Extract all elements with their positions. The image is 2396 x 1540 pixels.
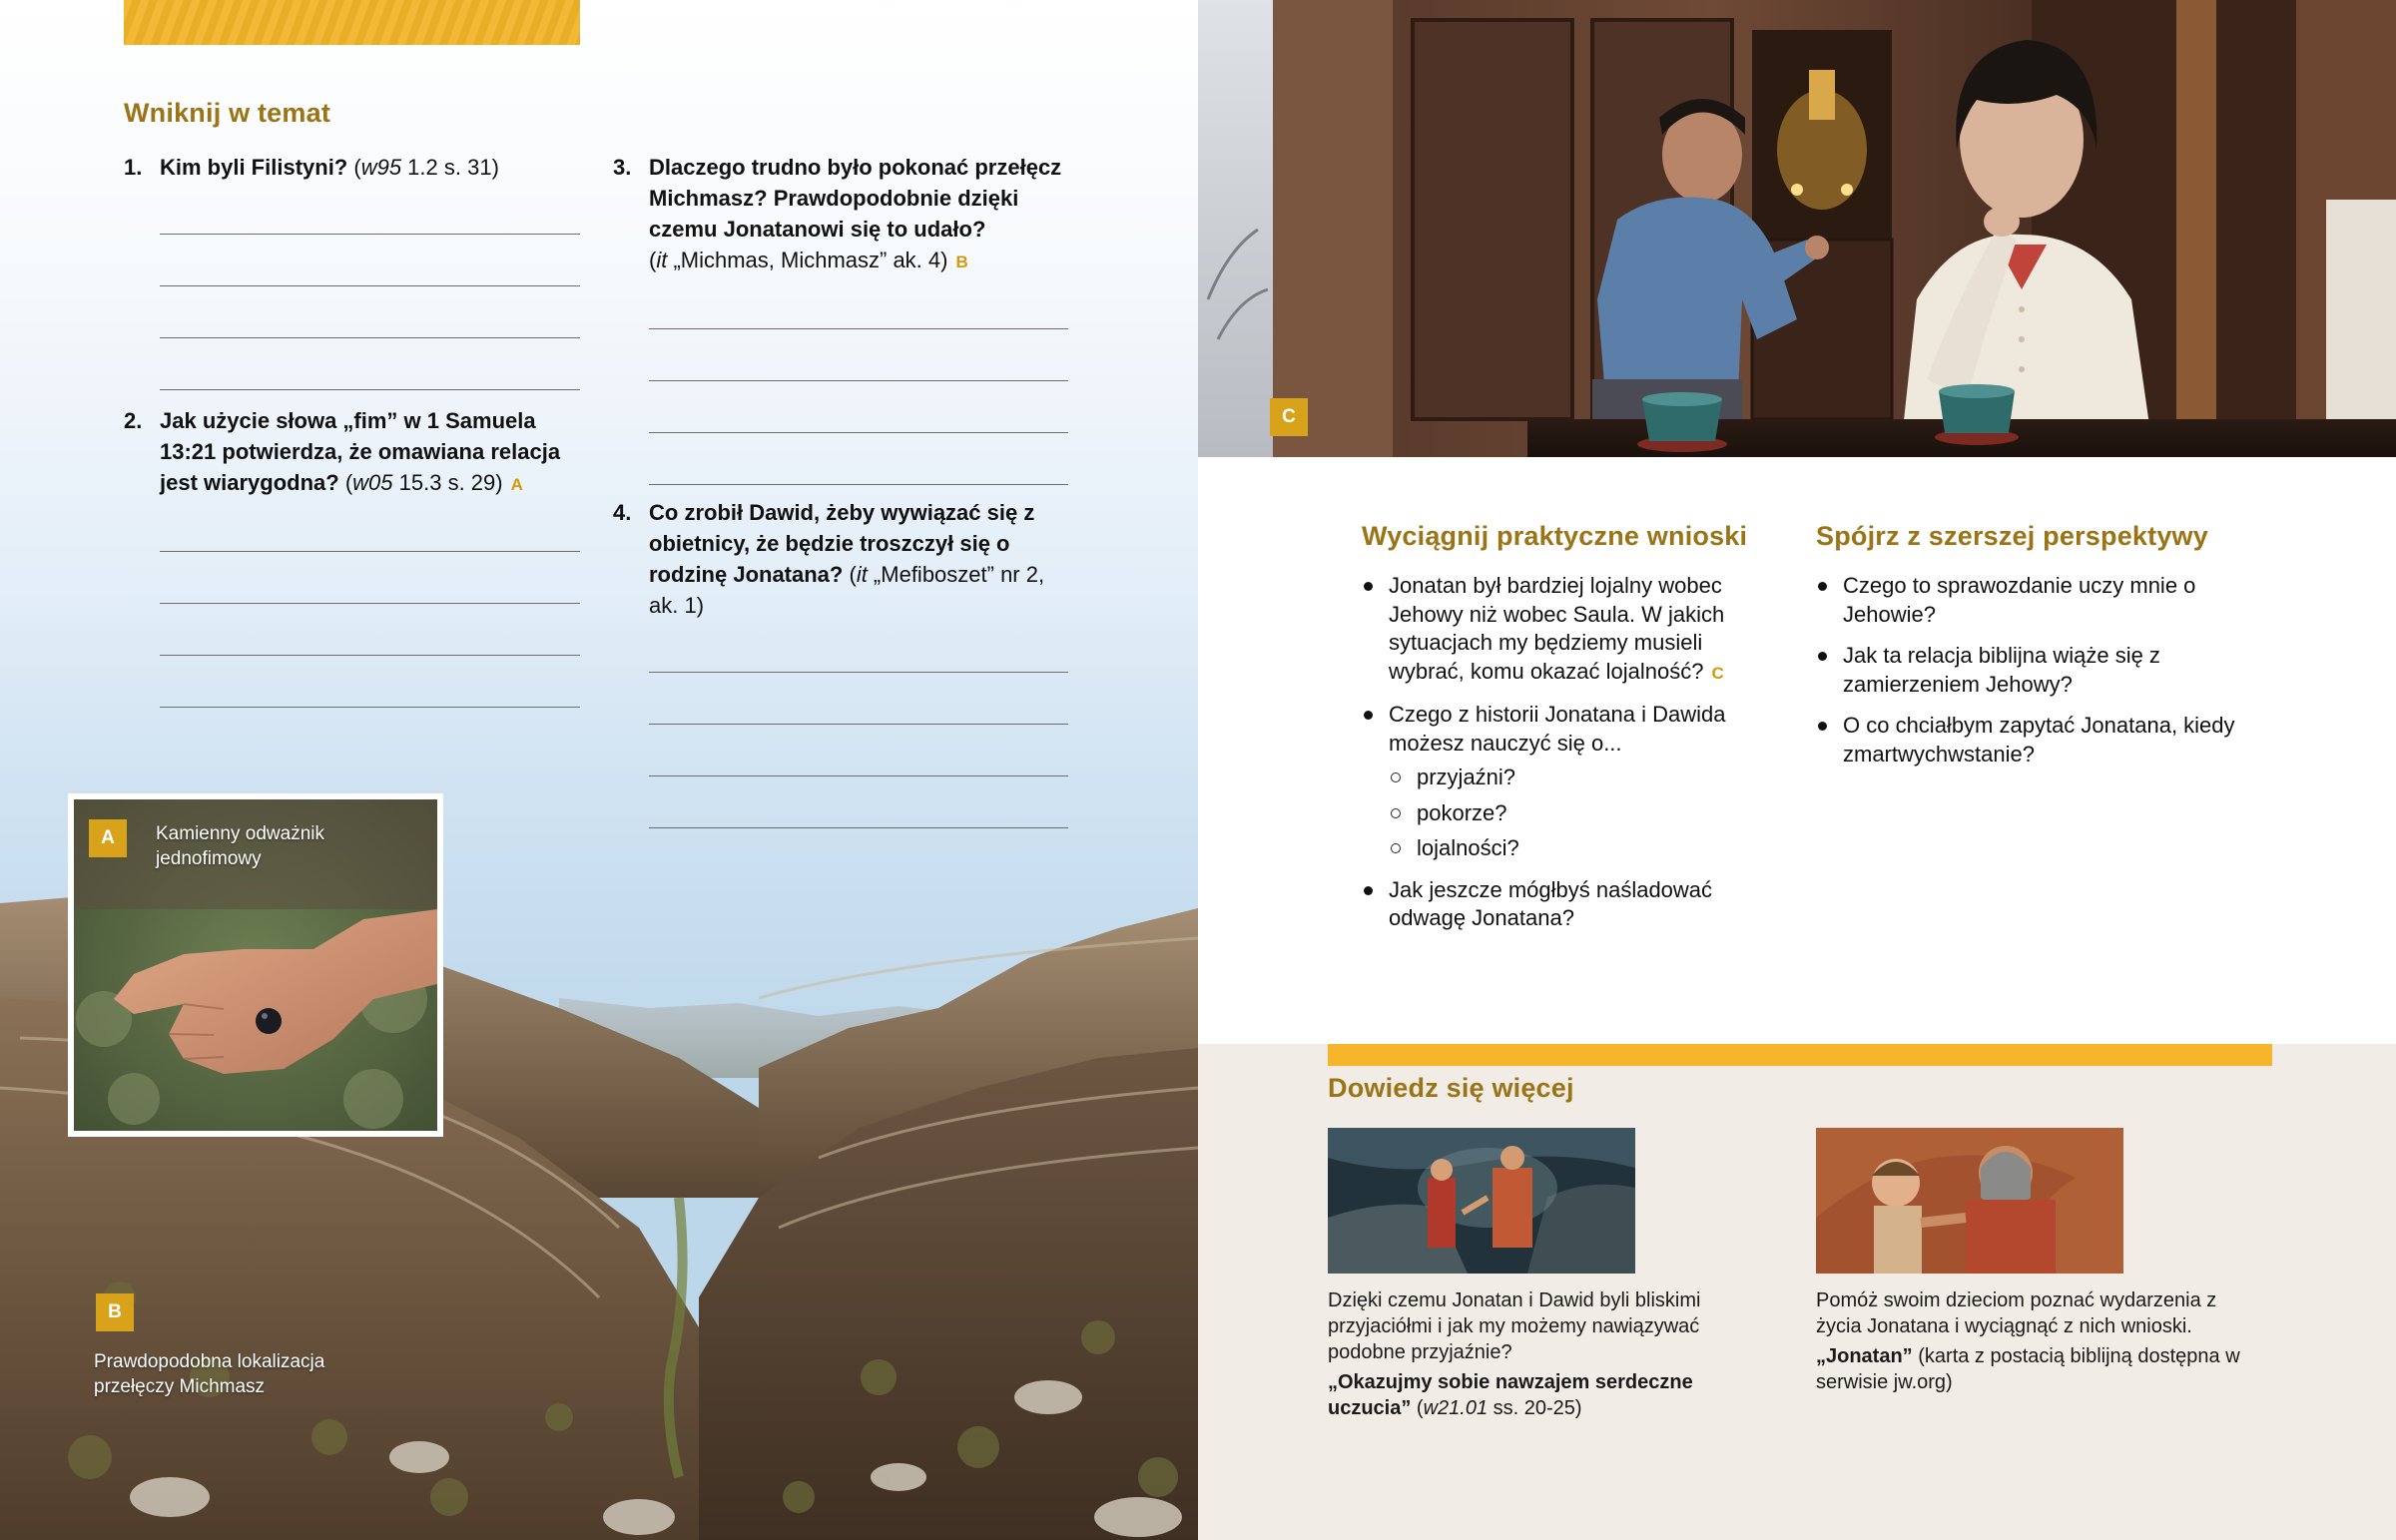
sub-list-item: przyjaźni? [1389, 764, 1771, 792]
answer-line[interactable] [649, 621, 1068, 673]
answer-line[interactable] [160, 286, 580, 338]
question-4: 4. Co zrobił Dawid, żeby wywiązać się z obietnicy, że będzie troszczył się o rodzinę Jonatana? (it „Mefiboszet” nr 2, ak. 1) [613, 497, 1068, 828]
character-card-link[interactable]: „Jonatan” [1816, 1345, 1913, 1367]
answer-line[interactable] [649, 673, 1068, 725]
answer-line[interactable] [160, 235, 580, 286]
section-title-perspective: Spójrz z szerszej perspektywy [1816, 521, 2208, 551]
sub-list-item: lojalności? [1389, 834, 1771, 863]
question-text: Kim byli Filistyni? [160, 155, 348, 180]
question-number: 3. [613, 155, 632, 180]
question-number: 2. [124, 408, 143, 433]
article-link[interactable]: „Okazujmy sobie nawzajem serdeczne uczucia” [1328, 1371, 1693, 1419]
caption-badge-b: B [96, 1293, 134, 1331]
reference-code[interactable]: w05 [352, 470, 393, 495]
top-accent-bar [124, 0, 580, 45]
learn-more-card-1: Dzięki czemu Jonatan i Dawid byli bliskimi przyjaciółmi i jak my możemy nawiązywać podobne przyjaźnie? „Okazujmy sobie nawzajem serdeczne uczucia” (w21.01 ss. 20-25) [1328, 1287, 1767, 1421]
reference-code[interactable]: it [856, 562, 868, 587]
caption-a-text: Kamienny odważnik jednofimowy [156, 823, 324, 869]
answer-line[interactable] [649, 725, 1068, 776]
list-item: Jonatan był bardziej lojalny wobec Jehowy niż wobec Saula. W jakich sytuacjach my będziemy musieli wybrać, komu okazać lojalność? C [1362, 572, 1771, 688]
learn-more-accent-bar [1328, 1044, 2272, 1066]
answer-line[interactable] [649, 433, 1068, 485]
reference-code[interactable]: it [656, 248, 668, 272]
perspective-list [1816, 572, 2235, 781]
learn-more-section [1198, 1044, 2396, 1540]
question-1: 1. Kim byli Filistyni? (w95 1.2 s. 31) [124, 152, 580, 390]
section-title-dive-in: Wniknij w temat [124, 98, 331, 128]
question-3: 3. Dlaczego trudno było pokonać przełęcz Michmasz? Prawdopodobnie dzięki czemu Jonatanowi się to udało? (it „Michmas, Michmasz” ak. 4) B [613, 152, 1068, 485]
caption-badge-c: C [1270, 398, 1308, 436]
right-page [1198, 0, 2396, 1540]
list-item: Jak ta relacja biblijna wiąże się z zamierzeniem Jehowy? [1816, 642, 2235, 699]
answer-line[interactable] [160, 338, 580, 390]
sub-list [1389, 764, 1771, 863]
caption-badge-a: A [89, 819, 127, 857]
reference-code[interactable]: w21.01 [1423, 1397, 1489, 1419]
answer-line[interactable] [649, 329, 1068, 381]
answer-line[interactable] [649, 277, 1068, 329]
answer-line[interactable] [649, 776, 1068, 828]
learn-more-card-2: Pomóż swoim dzieciom poznać wydarzenia z życia Jonatana i wyciągnąć z nich wnioski. „Jonatan” (karta z postacią biblijną dostępna w serwisie jw.org) [1816, 1287, 2255, 1395]
answer-line[interactable] [160, 500, 580, 552]
photo-stone-weight [68, 793, 443, 1137]
list-item: Czego to sprawozdanie uczy mnie o Jehowie? [1816, 572, 2235, 629]
list-item: O co chciałbym zapytać Jonatana, kiedy zmartwychwstanie? [1816, 712, 2235, 769]
question-number: 1. [124, 155, 143, 180]
image-marker-b: B [955, 253, 968, 271]
question-text: Jak użycie słowa „fim” w 1 Samuela 13:21 potwierdza, że omawiana relacja jest wiarygodna? [160, 408, 561, 495]
answer-line[interactable] [160, 656, 580, 708]
card-description: Pomóż swoim dzieciom poznać wydarzenia z życia Jonatana i wyciągnąć z nich wnioski. [1816, 1289, 2217, 1337]
question-number: 4. [613, 500, 632, 525]
question-text: Co zrobił Dawid, żeby wywiązać się z obietnicy, że będzie troszczył się o rodzinę Jonatana? [649, 500, 1035, 587]
sub-list-item: pokorze? [1389, 799, 1771, 828]
answer-line[interactable] [160, 552, 580, 604]
image-marker-a: A [510, 475, 523, 494]
answer-line[interactable] [160, 183, 580, 235]
card-description: Dzięki czemu Jonatan i Dawid byli bliskimi przyjaciółmi i jak my możemy nawiązywać podobne przyjaźnie? [1328, 1289, 1701, 1363]
jonathan-david-cave-image[interactable] [1328, 1128, 1635, 1274]
question-text: Dlaczego trudno było pokonać przełęcz Michmasz? Prawdopodobnie dzięki czemu Jonatanowi się to udało? [649, 155, 1062, 242]
section-title-practical: Wyciągnij praktyczne wnioski [1362, 521, 1748, 551]
section-title-learn-more: Dowiedz się więcej [1328, 1073, 1574, 1103]
couple-at-table-photo [1198, 0, 2396, 457]
practical-list [1362, 572, 1771, 946]
jonathan-character-card-image[interactable] [1816, 1128, 2123, 1274]
reference-code[interactable]: w95 [360, 155, 402, 180]
answer-line[interactable] [649, 381, 1068, 433]
list-item: Jak jeszcze mógłbyś naśladować odwagę Jonatana? [1362, 876, 1771, 933]
answer-line[interactable] [160, 604, 580, 656]
caption-b-text: Prawdopodobna lokalizacja przełęczy Michmasz [94, 1351, 325, 1397]
question-2: 2. Jak użycie słowa „fim” w 1 Samuela 13:21 potwierdza, że omawiana relacja jest wiarygodna? (w05 15.3 s. 29) A [124, 405, 580, 708]
list-item: Czego z historii Jonatana i Dawida możesz nauczyć się o... przyjaźni? pokorze? lojalności? [1362, 701, 1771, 863]
image-marker-c: C [1711, 663, 1724, 683]
